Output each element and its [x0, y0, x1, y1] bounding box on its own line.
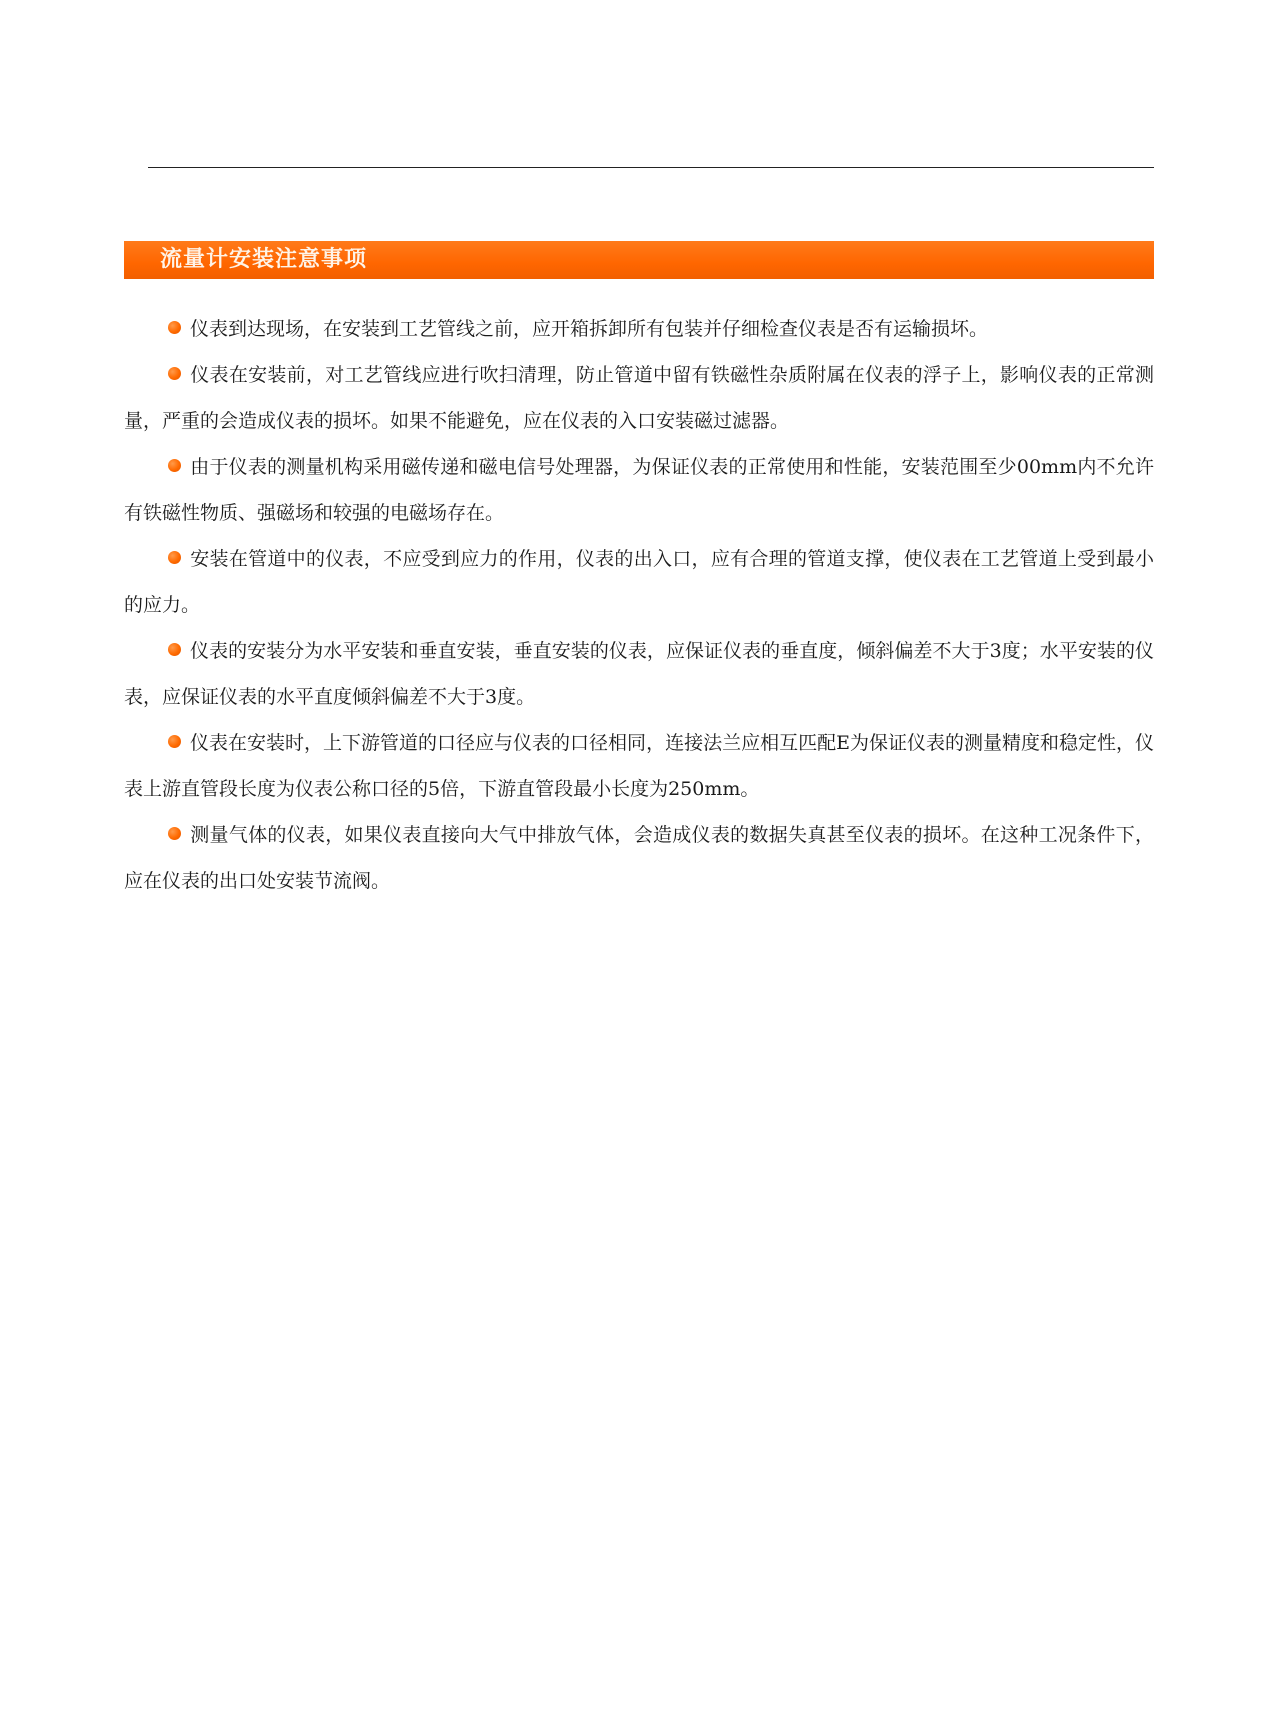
orange-dot-icon [168, 643, 181, 656]
list-item [124, 720, 1154, 812]
orange-dot-icon [168, 827, 181, 840]
list-item [124, 812, 1154, 904]
list-item [124, 306, 1154, 352]
list-item-text: 安装在管道中的仪表，不应受到应力的作用，仪表的出入口，应有合理的管道支撑，使仪表在工艺管道上受到最小的应力。 [124, 548, 1154, 616]
list-item [124, 444, 1154, 536]
orange-dot-icon [168, 321, 181, 334]
list-item [124, 536, 1154, 628]
orange-dot-icon [168, 735, 181, 748]
list-item-text: 测量气体的仪表，如果仪表直接向大气中排放气体，会造成仪表的数据失真甚至仪表的损坏。在这种工况条件下，应在仪表的出口处安装节流阀。 [124, 824, 1154, 892]
notes-list [124, 306, 1154, 904]
orange-dot-icon [168, 459, 181, 472]
list-item-text: 仪表在安装时，上下游管道的口径应与仪表的口径相同，连接法兰应相互匹配E为保证仪表的测量精度和稳定性，仪表上游直管段长度为仪表公称口径的5倍，下游直管段最小长度为250mm。 [124, 732, 1154, 800]
list-item-text: 仪表在安装前，对工艺管线应进行吹扫清理，防止管道中留有铁磁性杂质附属在仪表的浮子上，影响仪表的正常测量，严重的会造成仪表的损坏。如果不能避免，应在仪表的入口安装磁过滤器。 [124, 364, 1154, 432]
list-item-text: 仪表到达现场，在安装到工艺管线之前，应开箱拆卸所有包装并仔细检查仪表是否有运输损坏。 [190, 318, 989, 340]
list-item-text: 仪表的安装分为水平安装和垂直安装，垂直安装的仪表，应保证仪表的垂直度，倾斜偏差不大于3度；水平安装的仪表，应保证仪表的水平直度倾斜偏差不大于3度。 [124, 640, 1154, 708]
header-divider [148, 167, 1154, 168]
orange-dot-icon [168, 367, 181, 380]
orange-dot-icon [168, 551, 181, 564]
section-banner [124, 241, 1154, 279]
list-item [124, 628, 1154, 720]
list-item [124, 352, 1154, 444]
section-title: 流量计安装注意事项 [160, 247, 368, 272]
list-item-text: 由于仪表的测量机构采用磁传递和磁电信号处理器，为保证仪表的正常使用和性能，安装范围至少00mm内不允许有铁磁性物质、强磁场和较强的电磁场存在。 [124, 456, 1154, 524]
